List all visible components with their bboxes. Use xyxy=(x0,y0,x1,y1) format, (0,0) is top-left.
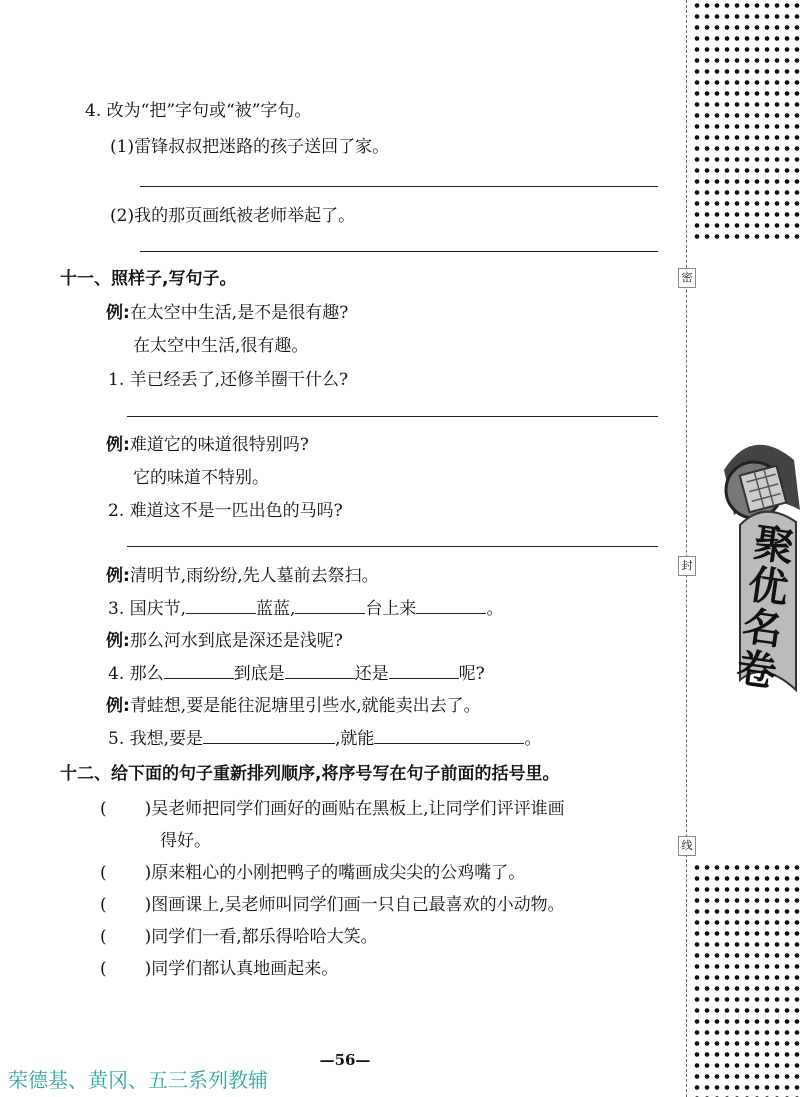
example-1-sentence: 在太空中生活,是不是很有趣? xyxy=(129,303,349,323)
s11-question-3 xyxy=(108,594,503,619)
seal-line xyxy=(686,0,687,1097)
s12-item-4[interactable] xyxy=(100,922,378,947)
s12-item-1-text: )吴老师把同学们画好的画贴在黑板上,让同学们评评谁画 xyxy=(144,799,565,819)
q3-blank-2[interactable] xyxy=(295,597,365,614)
s12-item-1-cont: 得好。 xyxy=(160,831,211,851)
example-4 xyxy=(106,626,343,651)
example-1-answer: 在太空中生活,很有趣。 xyxy=(133,336,309,356)
q4s-part-3: 还是 xyxy=(354,664,389,684)
q4s-part-2: 到底是 xyxy=(233,664,285,684)
s12-item-5-text: )同学们都认真地画起来。 xyxy=(144,959,339,979)
s12-item-1[interactable] xyxy=(100,794,565,819)
bracket-open: ( xyxy=(100,927,107,947)
answer-line-q4-1[interactable] xyxy=(140,186,658,187)
example-label: 例: xyxy=(106,303,130,323)
bracket-open: ( xyxy=(100,799,107,819)
s11-question-4 xyxy=(108,659,485,684)
example-1 xyxy=(106,298,348,323)
q4-title: 4. 改为“把”字句或“被”字句。 xyxy=(85,101,312,121)
s11-question-2: 2. 难道这不是一匹出色的马吗? xyxy=(108,501,343,521)
q5-part-3: 。 xyxy=(524,729,542,749)
s12-item-2[interactable] xyxy=(100,858,525,883)
q5-blank-1[interactable] xyxy=(203,727,335,744)
s12-item-5[interactable] xyxy=(100,954,338,979)
seal-label-feng: 封 xyxy=(678,556,696,576)
example-label: 例: xyxy=(106,566,130,586)
q5-part-2: ,就能 xyxy=(335,729,375,749)
s12-item-3-text: )图画课上,吴老师叫同学们画一只自己最喜欢的小动物。 xyxy=(144,895,565,915)
q4s-blank-1[interactable] xyxy=(164,662,234,679)
example-3-sentence: 清明节,雨纷纷,先人墓前去祭扫。 xyxy=(129,566,379,586)
q3-blank-1[interactable] xyxy=(186,597,256,614)
example-4-sentence: 那么河水到底是深还是浅呢? xyxy=(129,631,343,651)
example-label: 例: xyxy=(106,435,130,455)
example-2 xyxy=(106,430,309,455)
dot-pattern-bottom xyxy=(692,862,800,1097)
section-11-title: 十一、照样子,写句子。 xyxy=(60,269,237,289)
q4-sentence-1: (1)雷锋叔叔把迷路的孩子送回了家。 xyxy=(110,137,390,157)
example-2-sentence: 难道它的味道很特别吗? xyxy=(129,435,309,455)
q3-part-2: 蓝蓝, xyxy=(256,599,296,619)
q4s-blank-3[interactable] xyxy=(389,662,459,679)
brand-logo xyxy=(704,430,800,700)
bracket-open: ( xyxy=(100,959,107,979)
s11-question-5 xyxy=(108,724,541,749)
bracket-open: ( xyxy=(100,895,107,915)
bracket-open: ( xyxy=(100,863,107,883)
q3-blank-3[interactable] xyxy=(416,597,486,614)
answer-line-s11-1[interactable] xyxy=(127,416,658,417)
seal-label-mi: 密 xyxy=(678,268,696,288)
dot-pattern-top xyxy=(692,0,800,244)
s12-item-2-text: )原来粗心的小刚把鸭子的嘴画成尖尖的公鸡嘴了。 xyxy=(144,863,526,883)
s12-item-3[interactable] xyxy=(100,890,565,915)
brand-name: 聚优名卷 xyxy=(727,520,797,693)
q4s-part-4: 呢? xyxy=(458,664,485,684)
q3-part-4: 。 xyxy=(486,599,504,619)
example-5-sentence: 青蛙想,要是能往泥塘里引些水,就能卖出去了。 xyxy=(129,696,481,716)
answer-line-q4-2[interactable] xyxy=(140,251,658,252)
q4s-blank-2[interactable] xyxy=(285,662,355,679)
page-number: —56— xyxy=(319,1051,371,1069)
q4s-part-1: 4. 那么 xyxy=(108,664,164,684)
example-5 xyxy=(106,691,481,716)
seal-label-xian: 线 xyxy=(678,836,696,856)
example-label: 例: xyxy=(106,631,130,651)
s12-item-4-text: )同学们一看,都乐得哈哈大笑。 xyxy=(144,927,378,947)
s11-question-1: 1. 羊已经丢了,还修羊圈干什么? xyxy=(108,370,349,390)
q5-blank-2[interactable] xyxy=(374,727,524,744)
publisher-footer: 荣德基、黄冈、五三系列教辅 xyxy=(8,1068,268,1092)
example-3 xyxy=(106,561,379,586)
q3-part-3: 台上来 xyxy=(365,599,417,619)
answer-line-s11-2[interactable] xyxy=(127,546,658,547)
example-label: 例: xyxy=(106,696,130,716)
example-2-answer: 它的味道不特别。 xyxy=(133,468,269,488)
q3-part-1: 3. 国庆节, xyxy=(108,599,187,619)
section-12-title: 十二、给下面的句子重新排列顺序,将序号写在句子前面的括号里。 xyxy=(60,764,560,784)
q4-sentence-2: (2)我的那页画纸被老师举起了。 xyxy=(110,206,356,226)
q5-part-1: 5. 我想,要是 xyxy=(108,729,204,749)
